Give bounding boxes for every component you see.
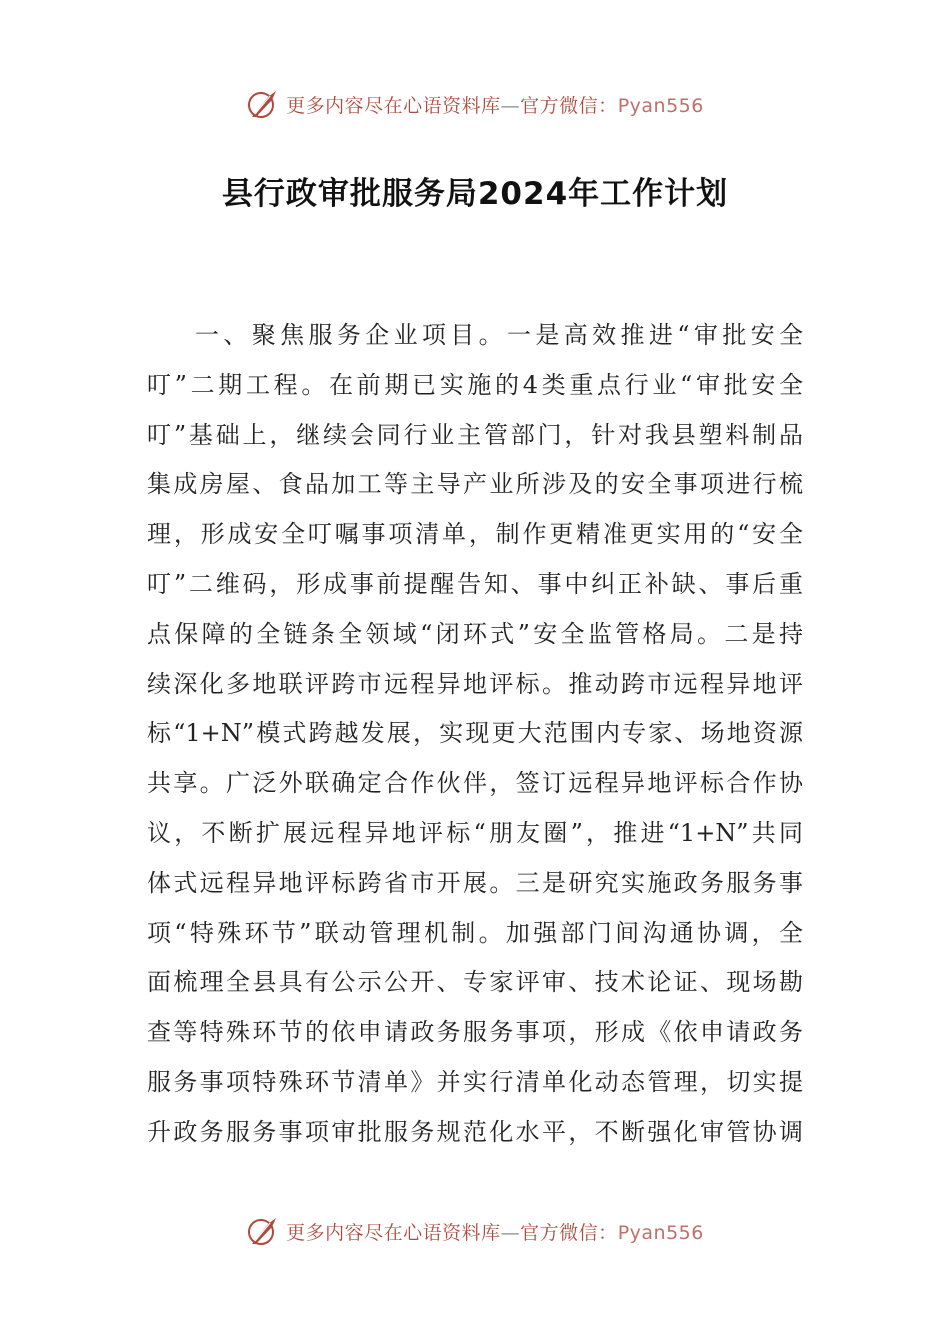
body-line: 项“特殊环节”联动管理机制。加强部门间沟通协调，全 [147, 918, 803, 947]
document-body [147, 311, 803, 1161]
footer-brand-sub: 官方微信： [520, 1221, 618, 1244]
body-line: 议，不断扩展远程异地评标“朋友圈”，推进“1+N”共同 [147, 818, 803, 847]
body-line: 服务事项特殊环节清单》并实行清单化动态管理，切实提 [147, 1067, 803, 1096]
body-line: 查等特殊环节的依申请政务服务事项，形成《依申请政务 [147, 1018, 803, 1047]
footer-brand-text [286, 1218, 704, 1245]
footer-brand [246, 1214, 704, 1248]
body-line: 体式远程异地评标跨省市开展。三是研究实施政务服务事 [147, 868, 803, 897]
page-footer [0, 1211, 950, 1251]
body-line: 一、聚焦服务企业项目。一是高效推进“审批安全 [195, 321, 803, 349]
header-brand-main: 更多内容尽在心语资料库 [286, 94, 501, 117]
document-title: 县行政审批服务局2024年工作计划 [221, 176, 729, 212]
quill-pen-logo-icon [246, 87, 280, 121]
header-brand [246, 87, 704, 121]
body-line: 面梳理全县具有公示公开、专家评审、技术论证、现场勘 [147, 968, 803, 997]
body-line: 理，形成安全叮嘱事项清单，制作更精准更实用的“安全 [147, 520, 803, 549]
footer-separator: — [500, 1221, 521, 1244]
header-wechat-id: Pyan556 [617, 94, 704, 117]
footer-wechat-id: Pyan556 [617, 1221, 704, 1244]
body-line: 集成房屋、食品加工等主导产业所涉及的安全事项进行梳 [147, 470, 803, 499]
header-brand-sub: 官方微信： [520, 94, 618, 117]
footer-brand-main: 更多内容尽在心语资料库 [286, 1221, 501, 1244]
body-line: 叮”二期工程。在前期已实施的4类重点行业“审批安全 [147, 370, 803, 399]
page-header [0, 84, 950, 124]
body-line: 共享。广泛外联确定合作伙伴，签订远程异地评标合作协 [147, 769, 803, 798]
body-line: 叮”基础上，继续会同行业主管部门，针对我县塑料制品 [147, 420, 803, 449]
quill-pen-logo-icon [246, 1214, 280, 1248]
body-line: 点保障的全链条全领域“闭环式”安全监管格局。二是持 [147, 619, 803, 648]
body-line: 续深化多地联评跨市远程异地评标。推动跨市远程异地评 [147, 669, 803, 698]
body-line: 叮”二维码，形成事前提醒告知、事中纠正补缺、事后重 [147, 569, 803, 598]
header-separator: — [500, 94, 521, 117]
body-line: 升政务服务事项审批服务规范化水平，不断强化审管协调 [147, 1117, 803, 1146]
header-brand-text [286, 91, 704, 118]
body-line: 标“1+N”模式跨越发展，实现更大范围内专家、场地资源 [147, 719, 803, 748]
